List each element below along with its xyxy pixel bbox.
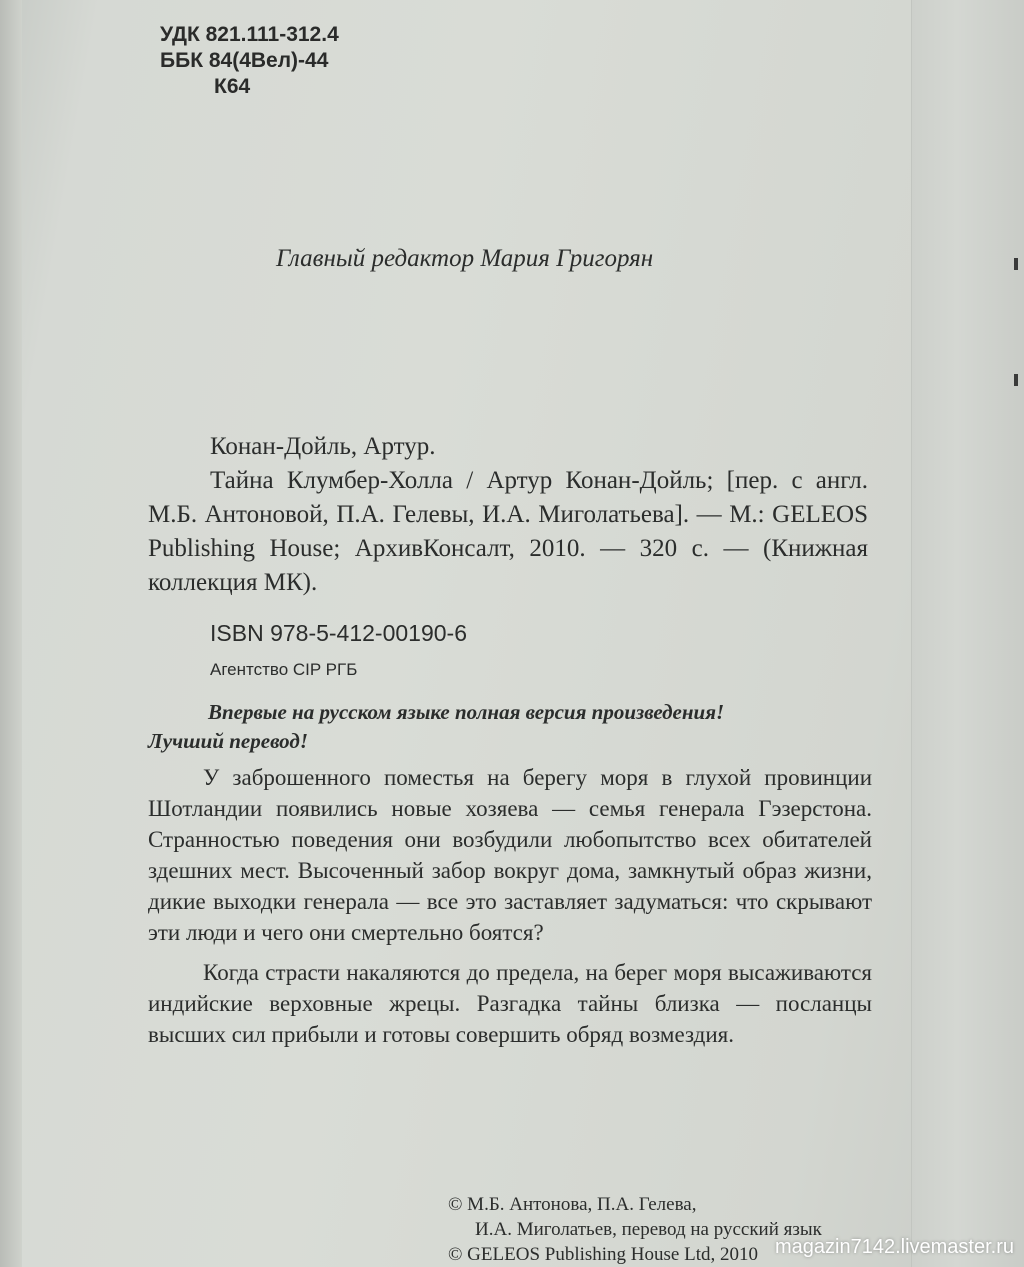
annotation-paragraph-2: Когда страсти накаляются до предела, на берег моря высаживаются индийские верховные жрецы. Разгадка тайны близка — посланцы высших сил прибыли и готовы совершить обряд возмездия. (148, 960, 872, 1047)
annotation-paragraph-1: У заброшенного поместья на берегу моря в глухой провинции Шотландии появились новые хозяева — семья генерала Гэзерстона. Странностью поведения они возбудили любопытство всех обитателей здешних мест. Высоченный забор вокруг дома, замкнутый образ жизни, дикие выходки генерала — все это заставляет задуматься: что скрывают эти люди и чего они смертельно боятся? (148, 765, 872, 945)
page-edge-mark (1014, 258, 1018, 270)
page-left-edge (0, 0, 22, 1267)
isbn: ISBN 978-5-412-00190-6 (210, 620, 467, 646)
bib-author: Конан-Дойль, Артур. (210, 433, 436, 460)
copyright-line-2: И.А. Миголатьев, перевод на русский язык (475, 1219, 822, 1240)
page-edge-mark (1014, 374, 1018, 386)
bibliographic-record (148, 430, 868, 600)
annotation (148, 762, 872, 1059)
copyright-line-1: © М.Б. Антонова, П.А. Гелева, (448, 1194, 697, 1215)
editor-line: Главный редактор Мария Григорян (276, 245, 654, 272)
author-mark: К64 (214, 75, 251, 98)
promo-line-1: Впервые на русском языке полная версия произведения! (208, 700, 725, 724)
copyright-line-3: © GELEOS Publishing House Ltd, 2010 (448, 1244, 758, 1265)
next-page-edge (911, 0, 1024, 1267)
watermark: magazin7142.livemaster.ru (774, 1236, 1014, 1258)
bbk-code: ББК 84(4Вел)-44 (160, 49, 329, 72)
promo-text (148, 698, 868, 756)
classification-codes (160, 22, 339, 100)
cip-agency: Агентство CIP РГБ (210, 660, 358, 679)
bib-description: Тайна Клумбер-Холла / Артур Конан-Дойль; [пер. с англ. М.Б. Антоновой, П.А. Гелевы, И.А. Миголатьева]. — М.: GELEOS Publishing House; АрхивКонсалт, 2010. — 320 с. — (Книжная коллекция МК). (148, 467, 868, 596)
copyright-block (448, 1192, 822, 1267)
promo-line-2: Лучший перевод! (148, 729, 308, 753)
udk-code: УДК 821.111-312.4 (160, 23, 339, 46)
